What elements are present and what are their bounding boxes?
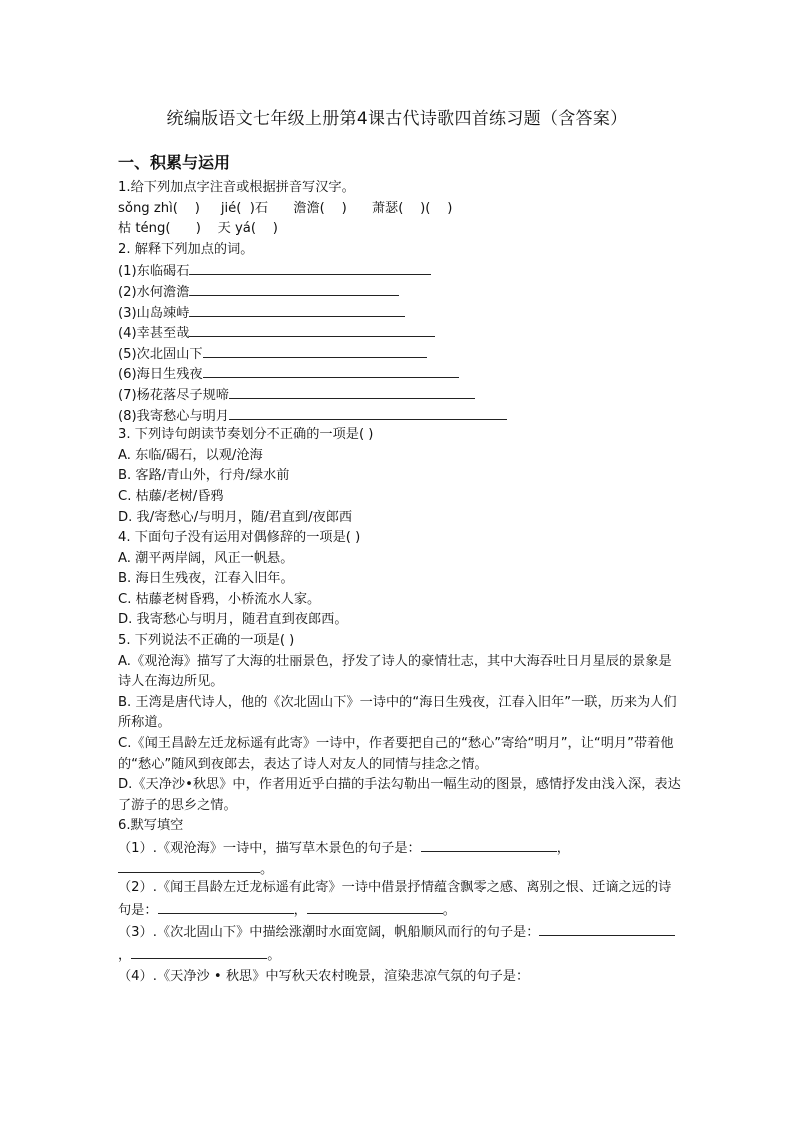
- answer-blank[interactable]: [158, 899, 294, 914]
- q2-stem: 2. 解释下列加点的词。: [118, 241, 254, 257]
- question-body: [118, 178, 683, 987]
- q2-item: (1)东临碣石: [118, 260, 683, 281]
- answer-blank[interactable]: [421, 837, 557, 852]
- answer-blank[interactable]: [189, 260, 431, 275]
- q3-stem: 3. 下列诗句朗读节奏划分不正确的一项是( ): [118, 427, 374, 443]
- q4-option: C. 枯藤老树昏鸦，小桥流水人家。: [118, 591, 321, 607]
- section-heading: 一、积累与运用: [118, 153, 231, 172]
- q4-stem: 4. 下面句子没有运用对偶修辞的一项是( ): [118, 530, 361, 546]
- q5-option-a: A.《观沧海》描写了大海的壮丽景色，抒发了诗人的豪情壮志，其中大海吞吐日月星辰的景象是诗人在海边所见。: [118, 653, 672, 690]
- q3-option: B. 客路/青山外，行舟/绿水前: [118, 468, 290, 484]
- q5-stem: 5. 下列说法不正确的一项是( ): [118, 633, 295, 649]
- q3-option: A. 东临/碣石，以观/沧海: [118, 447, 263, 463]
- q4-option: D. 我寄愁心与明月，随君直到夜郎西。: [118, 612, 348, 628]
- q6-sub1-cont: 。: [118, 858, 683, 879]
- answer-blank[interactable]: [307, 899, 443, 914]
- q1-stem: 1.给下列加点字注音或根据拼音写汉字。: [118, 180, 355, 195]
- q5-option-d: D.《天净沙•秋思》中，作者用近乎白描的手法勾勒出一幅生动的图景，感情抒发由浅入深，表达了游子的思乡之情。: [118, 777, 681, 813]
- q1-row1: sǒng zhì( ) jié( )石 澹澹( ) 萧瑟( )( ): [118, 200, 453, 216]
- answer-blank[interactable]: [118, 858, 260, 873]
- answer-blank[interactable]: [203, 363, 459, 378]
- q3-option: D. 我/寄愁心/与明月，随/君直到/夜郎西: [118, 509, 353, 525]
- q2-item: (6)海日生残夜: [118, 363, 683, 384]
- answer-blank[interactable]: [229, 405, 507, 420]
- answer-blank[interactable]: [229, 384, 475, 399]
- q6-sub2: （2）.《闻王昌龄左迁龙标遥有此寄》一诗中借景抒情蕴含飘零之感、离别之恨、迁谪之远的诗句是： ， 。: [118, 880, 672, 918]
- q6-stem: 6.默写填空: [118, 818, 184, 834]
- q6-sub1: （1）.《观沧海》一诗中，描写草木景色的句子是： ，: [118, 837, 683, 858]
- answer-blank[interactable]: [189, 302, 405, 317]
- q5-option-b: B. 王湾是唐代诗人，他的《次北固山下》一诗中的“海日生残夜，江春入旧年”一联，历来为人们所称道。: [118, 694, 677, 731]
- q6-sub3: （3）.《次北固山下》中描绘涨潮时水面宽阔，帆船顺风而行的句子是：， 。: [118, 921, 683, 966]
- q6-sub4: （4）.《天净沙 • 秋思》中写秋天农村晚景，渲染悲凉气氛的句子是：: [118, 968, 530, 984]
- q2-item: (4)幸甚至哉: [118, 322, 683, 343]
- q2-item: (8)我寄愁心与明月: [118, 405, 683, 426]
- q1-row2: 枯 téng( ) 天 yá( ): [118, 221, 278, 237]
- q2-item: (2)水何澹澹: [118, 281, 683, 302]
- page-title: 统编版语文七年级上册第4课古代诗歌四首练习题（含答案）: [166, 109, 628, 129]
- q2-item: (3)山岛竦峙: [118, 302, 683, 323]
- q4-option: A. 潮平两岸阔，风正一帆悬。: [118, 550, 294, 566]
- answer-blank[interactable]: [189, 322, 435, 337]
- answer-blank[interactable]: [203, 343, 427, 358]
- q3-option: C. 枯藤/老树/昏鸦: [118, 488, 224, 504]
- answer-blank[interactable]: [539, 921, 675, 936]
- q2-item: (5)次北固山下: [118, 343, 683, 364]
- q4-option: B. 海日生残夜，江春入旧年。: [118, 571, 294, 587]
- answer-blank[interactable]: [131, 944, 267, 959]
- answer-blank[interactable]: [189, 281, 399, 296]
- q5-option-c: C.《闻王昌龄左迁龙标遥有此寄》一诗中，作者要把自己的“愁心”寄给“明月”，让“明月”带着他的“愁心”随风到夜郎去，表达了诗人对友人的同情与挂念之情。: [118, 736, 674, 772]
- q2-item: (7)杨花落尽子规啼: [118, 384, 683, 405]
